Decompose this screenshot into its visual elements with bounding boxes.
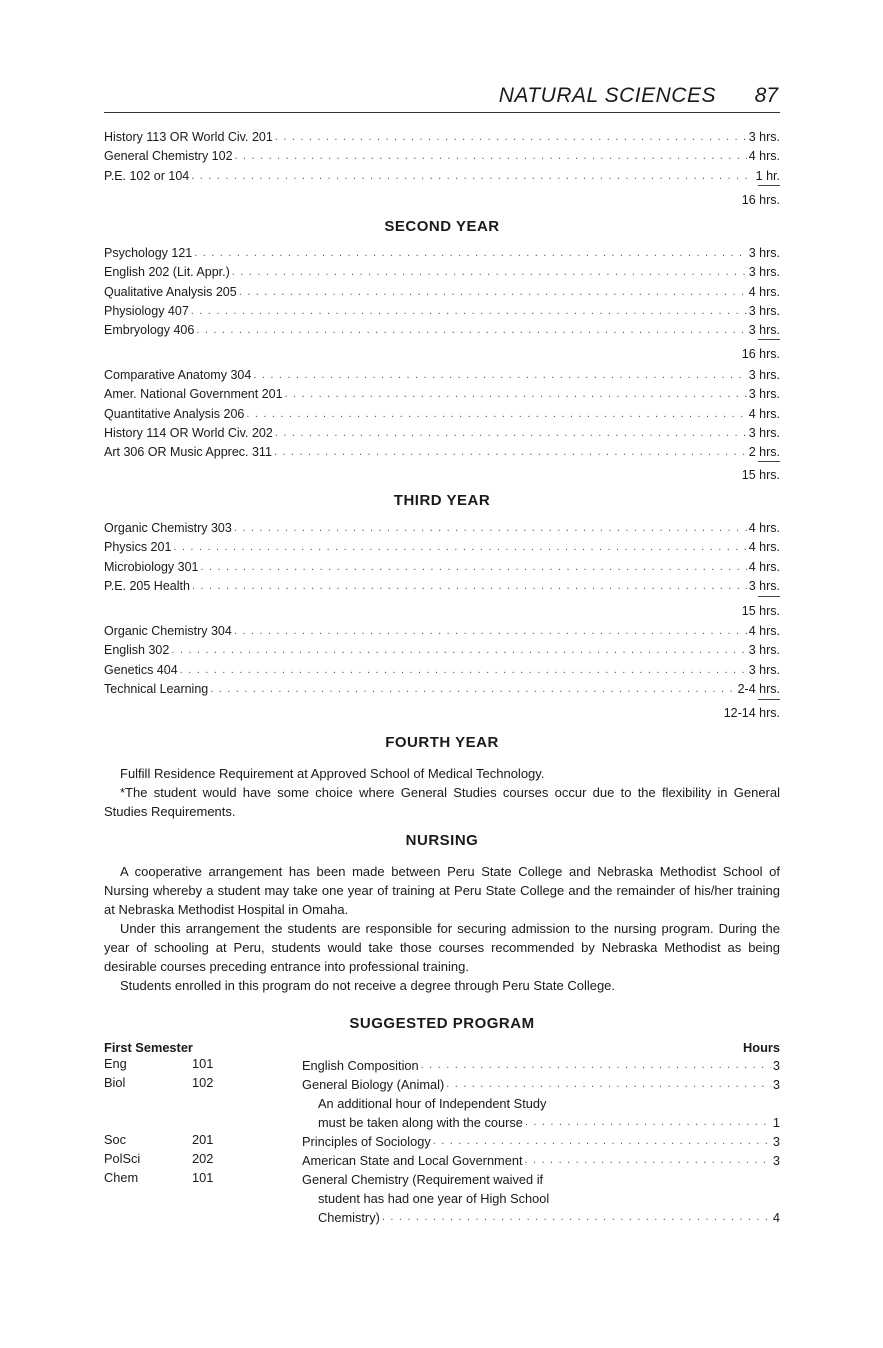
course-line: History 114 OR World Civ. 202 . . . 3 hrs.	[104, 422, 780, 441]
page-header	[104, 84, 780, 110]
nursing-paragraph: A cooperative arrangement has been made between Peru State College and Nebraska Methodist School of Nursing whereby a student may take one year of training at Peru State College and the remainder of his/her training at Nebraska Methodist Hospital in Omaha.	[104, 864, 780, 917]
second-year-sem2-list	[104, 364, 780, 460]
dept-code: PolSci	[104, 1151, 141, 1166]
header-rule	[104, 112, 780, 113]
course-description: General Chemistry (Requirement waived if student has had one year of High School Chemistry) . . . 4	[302, 1170, 780, 1227]
hours-column-label: Hours	[743, 1040, 780, 1055]
course-line: P.E. 102 or 104 . . . 1 hr.	[104, 164, 780, 183]
third-year-sem2-list	[104, 620, 780, 697]
course-line: Technical Learning . . . 2-4 hrs.	[104, 678, 780, 697]
course-line: Genetics 404 . . . 3 hrs.	[104, 658, 780, 677]
hours-total: 12-14 hrs.	[723, 706, 780, 720]
dept-code: Soc	[104, 1132, 127, 1147]
suggested-program-heading: SUGGESTED PROGRAM	[349, 1015, 535, 1032]
course-description: Principles of Sociology . . . 3	[302, 1132, 780, 1151]
nursing-paragraph: Students enrolled in this program do not receive a degree through Peru State College.	[120, 978, 616, 993]
total-rule	[758, 596, 780, 597]
hours-total: 16 hrs.	[741, 347, 780, 361]
nursing-heading: NURSING	[405, 832, 479, 849]
course-description: General Biology (Animal) . . . 3 An additional hour of Independent Study must be taken along with the course . . . 1	[302, 1075, 780, 1132]
fourth-year-text	[104, 764, 780, 821]
course-description: English Composition . . . 3	[302, 1056, 780, 1075]
course-number: 202	[192, 1151, 214, 1166]
page-number: 87	[754, 84, 778, 107]
hours-total: 15 hrs.	[741, 468, 780, 482]
hours-total: 16 hrs.	[741, 193, 780, 207]
second-year-sem1-list	[104, 242, 780, 338]
course-number: 102	[192, 1075, 214, 1090]
total-rule	[758, 339, 780, 340]
course-line: Quantitative Analysis 206 . . . 4 hrs.	[104, 402, 780, 421]
course-line: Organic Chemistry 304 . . . 4 hrs.	[104, 620, 780, 639]
course-line: P.E. 205 Health . . . 3 hrs.	[104, 575, 780, 594]
third-year-sem1-list	[104, 517, 780, 594]
course-number: 101	[192, 1056, 214, 1071]
course-line: Psychology 121 . . . 3 hrs.	[104, 242, 780, 261]
course-line: Art 306 OR Music Apprec. 311 . . . 2 hrs.	[104, 441, 780, 460]
dept-code: Eng	[104, 1056, 127, 1071]
course-line: English 302 . . . 3 hrs.	[104, 639, 780, 658]
course-line: Physics 201 . . . 4 hrs.	[104, 536, 780, 555]
course-line: Physiology 407 . . . 3 hrs.	[104, 300, 780, 319]
course-line: Embryology 406 . . . 3 hrs.	[104, 319, 780, 338]
first-year-continued-list	[104, 126, 780, 184]
course-line: General Chemistry 102 . . . 4 hrs.	[104, 145, 780, 164]
course-line: Microbiology 301 . . . 4 hrs.	[104, 555, 780, 574]
course-line: Organic Chemistry 303 . . . 4 hrs.	[104, 517, 780, 536]
total-rule	[758, 461, 780, 462]
fourth-year-heading: FOURTH YEAR	[385, 734, 499, 751]
hours-total: 15 hrs.	[741, 604, 780, 618]
course-number: 201	[192, 1132, 214, 1147]
semester-label: First Semester	[104, 1040, 193, 1055]
nursing-paragraph: Under this arrangement the students are responsible for securing admission to the nursing program. During the year of schooling at Peru, students would take those courses recommended by Nebraska Methodist as being desirable courses preceding entrance into professional training.	[104, 921, 780, 974]
course-number: 101	[192, 1170, 214, 1185]
course-description: American State and Local Government . . . 3	[302, 1151, 780, 1170]
course-line: Amer. National Government 201 . . . 3 hrs.	[104, 383, 780, 402]
dept-code: Biol	[104, 1075, 126, 1090]
total-rule	[758, 185, 780, 186]
general-studies-note: *The student would have some choice where General Studies courses occur due to the flexibility in General Studies Requirements.	[104, 785, 780, 819]
fourth-year-requirement: Fulfill Residence Requirement at Approved School of Medical Technology.	[120, 766, 545, 781]
running-title: NATURAL SCIENCES	[498, 84, 716, 107]
third-year-heading: THIRD YEAR	[393, 492, 491, 509]
course-line: English 202 (Lit. Appr.) . . . 3 hrs.	[104, 261, 780, 280]
course-line: Qualitative Analysis 205 . . . 4 hrs.	[104, 280, 780, 299]
dept-code: Chem	[104, 1170, 139, 1185]
course-line: Comparative Anatomy 304 . . . 3 hrs.	[104, 364, 780, 383]
second-year-heading: SECOND YEAR	[384, 218, 500, 235]
course-line: History 113 OR World Civ. 201 . . . 3 hrs.	[104, 126, 780, 145]
nursing-text	[104, 862, 780, 995]
total-rule	[758, 699, 780, 700]
